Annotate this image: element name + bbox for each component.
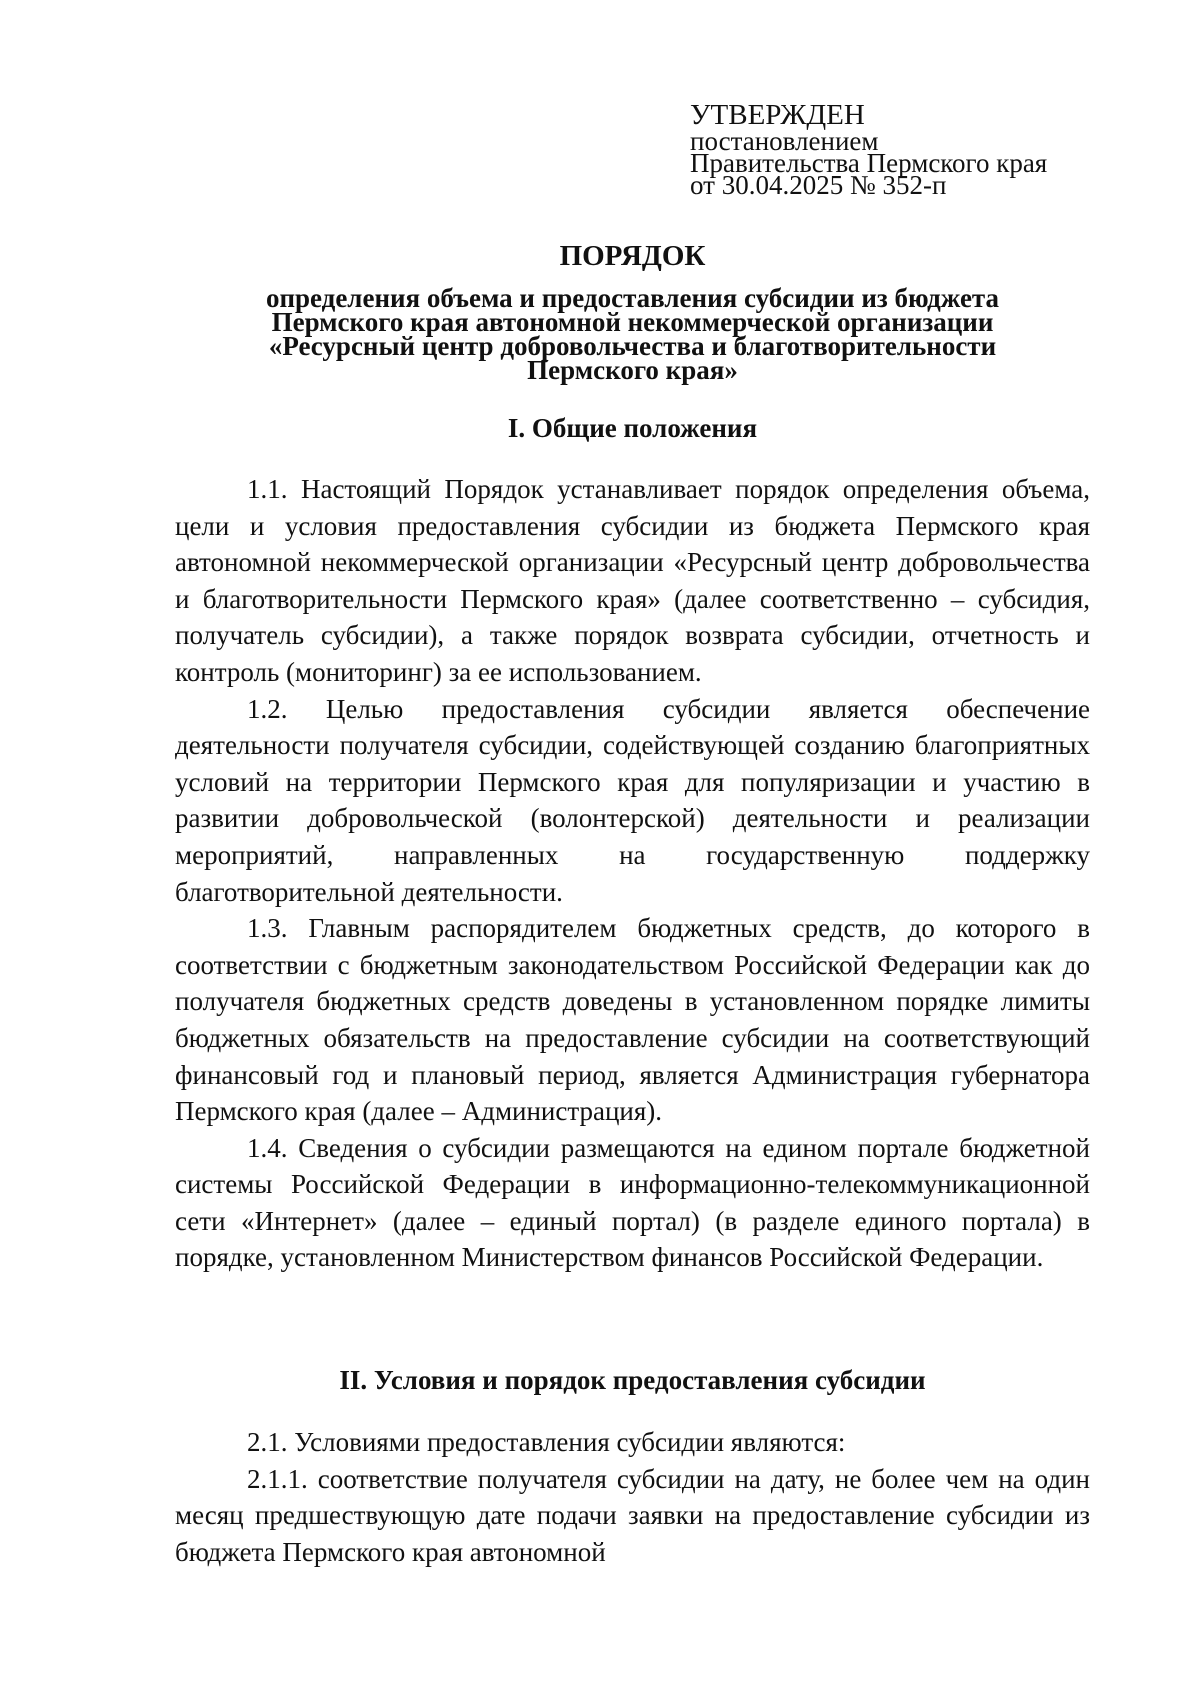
document-title: ПОРЯДОК [559,240,706,272]
paragraph: 1.3. Главным распорядителем бюджетных средств, до которого в соответствии с бюджетным законодательством Российской Федерации как до получателя бюджетных средств доведены в установленном порядке лимиты бюджетных обязательств на предоставление субсидии на соответствующий финансовый год и плановый период, является Администрация губернатора Пермского края (далее – Администрация). [175,913,1090,1127]
approval-line: постановлением [690,126,879,156]
paragraph: 1.4. Сведения о субсидии размещаются на едином портале бюджетной системы Российской Федерации в информационно-телекоммуникационной сети «Интернет» (далее – единый портал) (в разделе единого портала) в порядке, установленном Министерством финансов Российской Федерации. [175,1132,1090,1273]
paragraph: 2.1.1. соответствие получателя субсидии на дату, не более чем на один месяц предшествующую дате подачи заявки на предоставление субсидии из бюджета Пермского края автономной [175,1463,1090,1567]
subtitle-line: Пермского края» [527,355,738,385]
paragraph: 1.1. Настоящий Порядок устанавливает порядок определения объема, цели и условия предоставления субсидии из бюджета Пермского края автономной некоммерческой организации «Ресурсный центр добровольчества и благотворительности Пермского края» (далее соответственно – субсидия, получатель субсидии), а также порядок возврата субсидии, отчетность и контроль (мониторинг) за ее использованием. [175,474,1090,687]
approval-line: Правительства Пермского края [690,148,1048,178]
section-body-conditions [175,1424,1090,1570]
section-body-general [175,471,1090,1276]
subtitle-line: «Ресурсный центр добровольчества и благотворительности [268,331,997,361]
section-heading-conditions: II. Условия и порядок предоставления субсидии [339,1365,926,1395]
paragraph: 2.1. Условиями предоставления субсидии являются: [247,1427,846,1457]
approval-heading: УТВЕРЖДЕН [690,99,865,131]
section-heading-general: I. Общие положения [507,413,758,443]
paragraph: 1.2. Целью предоставления субсидии является обеспечение деятельности получателя субсидии, содействующей созданию благоприятных условий на территории Пермского края для популяризации и участию в развитии добровольческой (волонтерской) деятельности и реализации мероприятий, направленных на государственную поддержку благотворительной деятельности. [175,693,1090,907]
document-subtitle [175,283,1090,385]
subtitle-line: Пермского края автономной некоммерческой организации [271,307,994,337]
approval-stamp [690,99,1048,200]
subtitle-line: определения объема и предоставления субсидии из бюджета [265,283,1000,313]
approval-line: от 30.04.2025 № 352-п [690,170,947,200]
